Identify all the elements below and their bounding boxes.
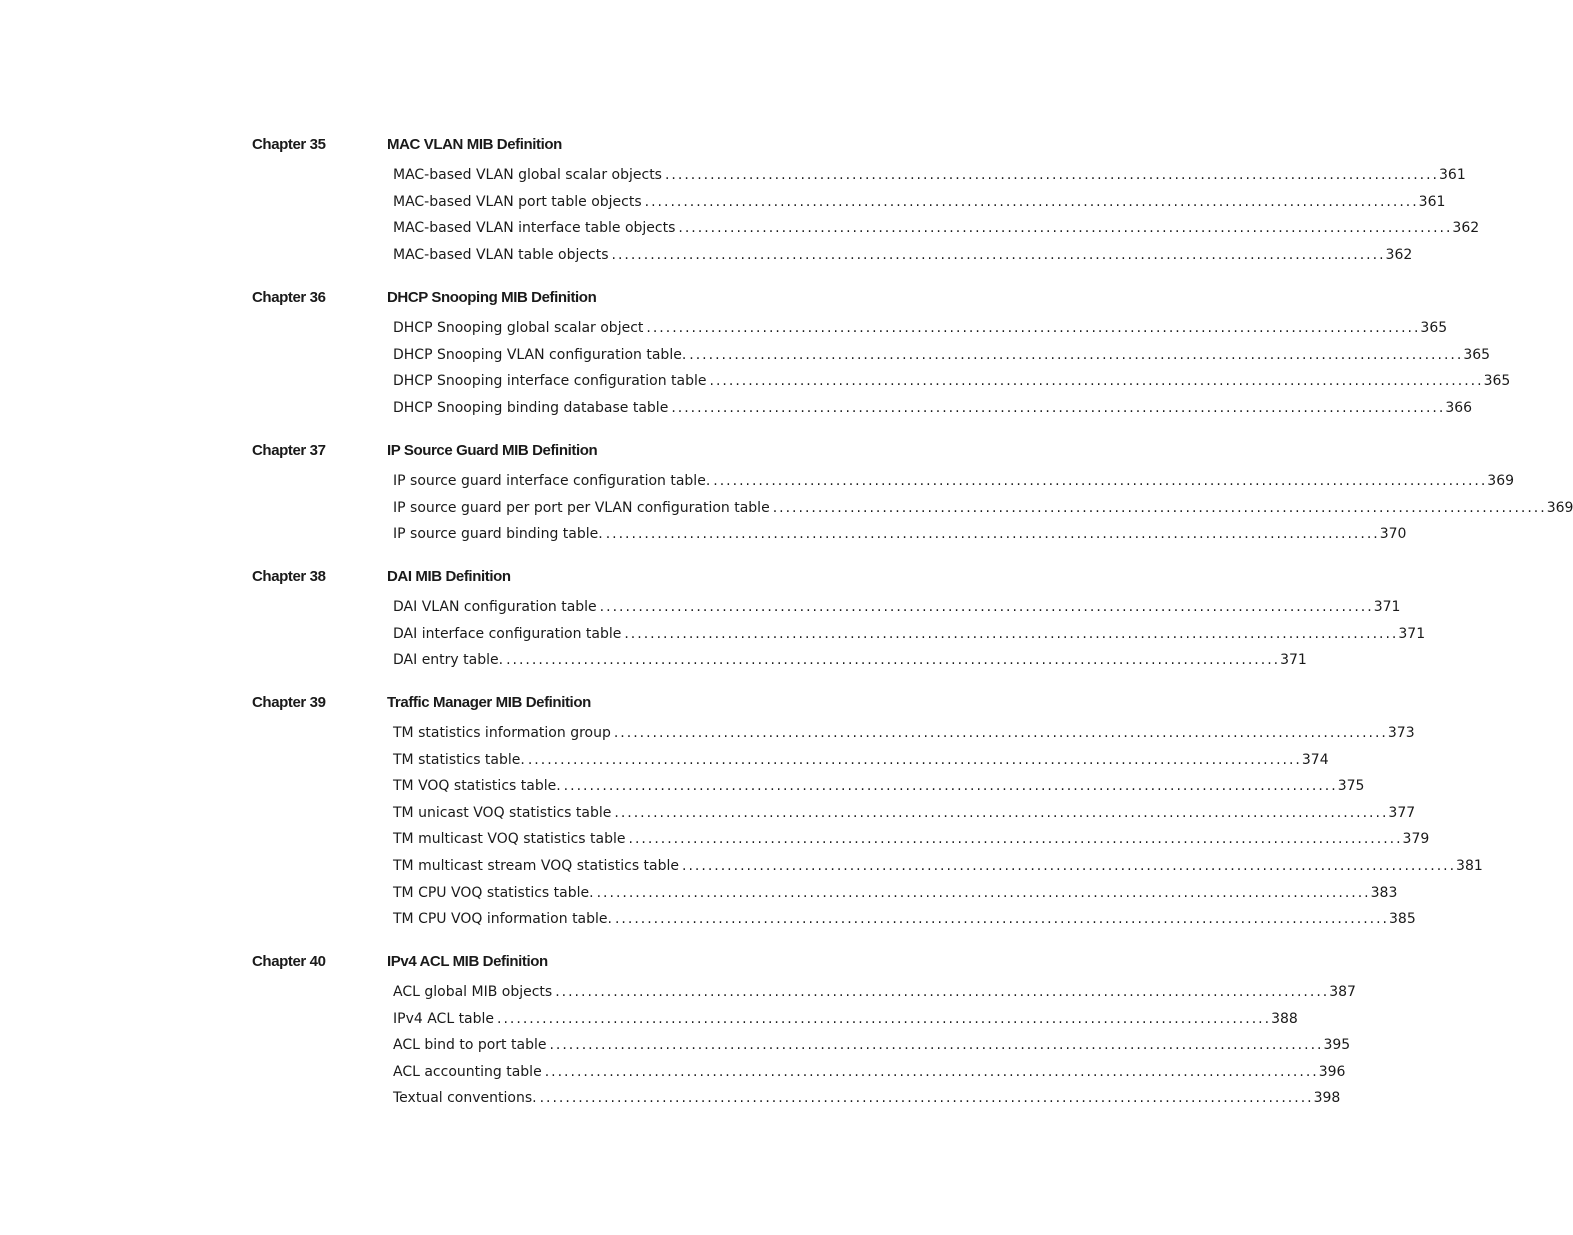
toc-entry-title: DAI interface configuration table bbox=[393, 625, 622, 642]
toc-entry-title: TM VOQ statistics table. bbox=[393, 778, 561, 795]
toc-entry[interactable] bbox=[393, 910, 1416, 928]
toc-entry[interactable] bbox=[393, 1089, 1341, 1107]
dot-leader: ........................................................................................................................ bbox=[624, 625, 1399, 642]
toc-entry[interactable] bbox=[393, 884, 1398, 902]
toc-entry-page-number: 369 bbox=[1546, 499, 1573, 516]
toc-entry-page-number: 387 bbox=[1329, 984, 1356, 1000]
toc-entry-title: IPv4 ACL table bbox=[393, 1010, 495, 1027]
toc-entry[interactable] bbox=[393, 724, 1415, 742]
dot-leader: ........................................................................................................................ bbox=[689, 346, 1464, 363]
dot-leader: ........................................................................................................................ bbox=[614, 911, 1390, 928]
toc-entry[interactable] bbox=[393, 399, 1473, 417]
toc-entry-title: MAC-based VLAN table objects bbox=[393, 246, 609, 263]
toc-entry-page-number: 370 bbox=[1379, 526, 1407, 543]
toc-entry[interactable] bbox=[393, 246, 1413, 264]
toc-entry[interactable] bbox=[393, 319, 1448, 337]
chapter-label: Chapter 37 bbox=[252, 442, 326, 459]
toc-entry[interactable] bbox=[393, 219, 1480, 237]
toc-entry-page-number: 373 bbox=[1387, 725, 1415, 741]
toc-entry[interactable] bbox=[393, 598, 1401, 616]
toc-entry[interactable] bbox=[393, 1063, 1346, 1081]
chapter-label: Chapter 40 bbox=[252, 953, 326, 970]
toc-entry-title: DHCP Snooping VLAN configuration table. bbox=[393, 346, 687, 363]
toc-entry-title: DHCP Snooping global scalar object bbox=[393, 320, 644, 336]
toc-entry[interactable] bbox=[393, 751, 1329, 769]
toc-entry-title: IP source guard binding table. bbox=[393, 526, 603, 543]
toc-entry[interactable] bbox=[393, 193, 1446, 211]
toc-entry-title: ACL bind to port table bbox=[393, 1037, 547, 1054]
toc-entry-page-number: 361 bbox=[1418, 193, 1446, 210]
toc-entry[interactable] bbox=[393, 857, 1483, 875]
toc-entry-page-number: 365 bbox=[1483, 373, 1511, 390]
toc-entry-page-number: 371 bbox=[1398, 625, 1426, 642]
toc-entry-page-number: 379 bbox=[1402, 831, 1430, 848]
toc-entry[interactable] bbox=[393, 777, 1365, 795]
toc-entry-title: Textual conventions. bbox=[393, 1090, 537, 1107]
toc-entry[interactable] bbox=[393, 804, 1416, 822]
toc-entry[interactable] bbox=[393, 166, 1466, 184]
chapter-title: IP Source Guard MIB Definition bbox=[387, 442, 598, 459]
dot-leader: ........................................................................................................................ bbox=[671, 399, 1446, 416]
toc-entry-page-number: 388 bbox=[1271, 1010, 1298, 1027]
toc-entry-page-number: 366 bbox=[1445, 399, 1473, 416]
toc-entry-page-number: 398 bbox=[1313, 1090, 1341, 1107]
toc-entry-title: DHCP Snooping interface configuration table bbox=[393, 373, 707, 390]
toc-entry[interactable] bbox=[393, 499, 1573, 517]
toc-entry[interactable] bbox=[393, 983, 1356, 1001]
toc-entry-title: ACL global MIB objects bbox=[393, 984, 553, 1000]
dot-leader: ........................................................................................................................ bbox=[539, 1090, 1314, 1107]
dot-leader: ........................................................................................................................ bbox=[646, 320, 1421, 336]
toc-entry-page-number: 395 bbox=[1323, 1037, 1351, 1054]
dot-leader: ........................................................................................................................ bbox=[678, 220, 1453, 237]
dot-leader: ........................................................................................................................ bbox=[544, 1063, 1319, 1080]
toc-entry-title: TM CPU VOQ information table. bbox=[393, 911, 612, 928]
dot-leader: ........................................................................................................................ bbox=[628, 831, 1403, 848]
toc-entry-title: TM unicast VOQ statistics table bbox=[393, 804, 612, 821]
toc-entry[interactable] bbox=[393, 625, 1426, 643]
toc-entry[interactable] bbox=[393, 1036, 1351, 1054]
toc-entry-page-number: 375 bbox=[1337, 778, 1365, 795]
toc-entry[interactable] bbox=[393, 372, 1511, 390]
chapter-label: Chapter 39 bbox=[252, 694, 326, 711]
dot-leader: ........................................................................................................................ bbox=[605, 526, 1380, 543]
dot-leader: ........................................................................................................................ bbox=[613, 725, 1388, 741]
toc-entry-page-number: 374 bbox=[1301, 751, 1329, 768]
toc-entry-title: MAC-based VLAN global scalar objects bbox=[393, 167, 662, 183]
dot-leader: ........................................................................................................................ bbox=[527, 751, 1302, 768]
dot-leader: ........................................................................................................................ bbox=[682, 858, 1457, 874]
toc-entry-title: TM statistics information group bbox=[393, 725, 611, 741]
dot-leader: ........................................................................................................................ bbox=[713, 473, 1488, 489]
toc-entry-page-number: 362 bbox=[1452, 220, 1480, 237]
dot-leader: ........................................................................................................................ bbox=[599, 599, 1374, 615]
toc-entry-title: IP source guard interface configuration table. bbox=[393, 473, 711, 489]
toc-entry-page-number: 385 bbox=[1389, 911, 1416, 928]
toc-entry-page-number: 377 bbox=[1388, 804, 1416, 821]
toc-entry-title: IP source guard per port per VLAN configuration table bbox=[393, 499, 770, 516]
chapter-label: Chapter 36 bbox=[252, 289, 326, 306]
toc-entry-title: TM statistics table. bbox=[393, 751, 525, 768]
toc-entry-page-number: 365 bbox=[1420, 320, 1448, 336]
toc-entry-page-number: 396 bbox=[1318, 1063, 1346, 1080]
dot-leader: ........................................................................................................................ bbox=[563, 778, 1338, 795]
toc-entry-title: TM multicast VOQ statistics table bbox=[393, 831, 626, 848]
toc-entry-page-number: 365 bbox=[1463, 346, 1491, 363]
chapter-title: MAC VLAN MIB Definition bbox=[387, 136, 562, 153]
toc-entry[interactable] bbox=[393, 1010, 1298, 1028]
dot-leader: ........................................................................................................................ bbox=[644, 193, 1419, 210]
chapter-label: Chapter 35 bbox=[252, 136, 326, 153]
toc-entry-title: MAC-based VLAN port table objects bbox=[393, 193, 642, 210]
toc-entry[interactable] bbox=[393, 346, 1491, 364]
chapter-title: Traffic Manager MIB Definition bbox=[387, 694, 591, 711]
dot-leader: ........................................................................................................................ bbox=[497, 1010, 1272, 1027]
toc-entry[interactable] bbox=[393, 525, 1407, 543]
dot-leader: ........................................................................................................................ bbox=[555, 984, 1330, 1000]
dot-leader: ........................................................................................................................ bbox=[611, 246, 1386, 263]
toc-entry-title: TM multicast stream VOQ statistics table bbox=[393, 858, 680, 874]
chapter-label: Chapter 38 bbox=[252, 568, 326, 585]
dot-leader: ........................................................................................................................ bbox=[772, 499, 1547, 516]
dot-leader: ........................................................................................................................ bbox=[664, 167, 1440, 183]
toc-entry-title: DAI VLAN configuration table bbox=[393, 599, 597, 615]
toc-entry-page-number: 371 bbox=[1280, 652, 1307, 669]
toc-entry-page-number: 369 bbox=[1487, 473, 1515, 489]
toc-entry-title: ACL accounting table bbox=[393, 1063, 542, 1080]
dot-leader: ........................................................................................................................ bbox=[549, 1037, 1324, 1054]
toc-entry-title: DAI entry table. bbox=[393, 652, 504, 669]
dot-leader: ........................................................................................................................ bbox=[709, 373, 1484, 390]
toc-entry-page-number: 383 bbox=[1370, 884, 1398, 901]
chapter-title: DAI MIB Definition bbox=[387, 568, 511, 585]
toc-entry-title: DHCP Snooping binding database table bbox=[393, 399, 669, 416]
toc-entry-page-number: 361 bbox=[1439, 167, 1466, 183]
toc-entry-page-number: 371 bbox=[1373, 599, 1401, 615]
dot-leader: ........................................................................................................................ bbox=[506, 652, 1281, 669]
dot-leader: ........................................................................................................................ bbox=[614, 804, 1389, 821]
toc-entry-title: MAC-based VLAN interface table objects bbox=[393, 220, 676, 237]
toc-entry-page-number: 381 bbox=[1456, 858, 1483, 874]
chapter-title: IPv4 ACL MIB Definition bbox=[387, 953, 548, 970]
toc-entry-page-number: 362 bbox=[1385, 246, 1413, 263]
toc-entry[interactable] bbox=[393, 651, 1307, 669]
toc-entry-title: TM CPU VOQ statistics table. bbox=[393, 884, 594, 901]
dot-leader: ........................................................................................................................ bbox=[596, 884, 1371, 901]
toc-entry[interactable] bbox=[393, 472, 1515, 490]
toc-entry[interactable] bbox=[393, 830, 1430, 848]
chapter-title: DHCP Snooping MIB Definition bbox=[387, 289, 597, 306]
